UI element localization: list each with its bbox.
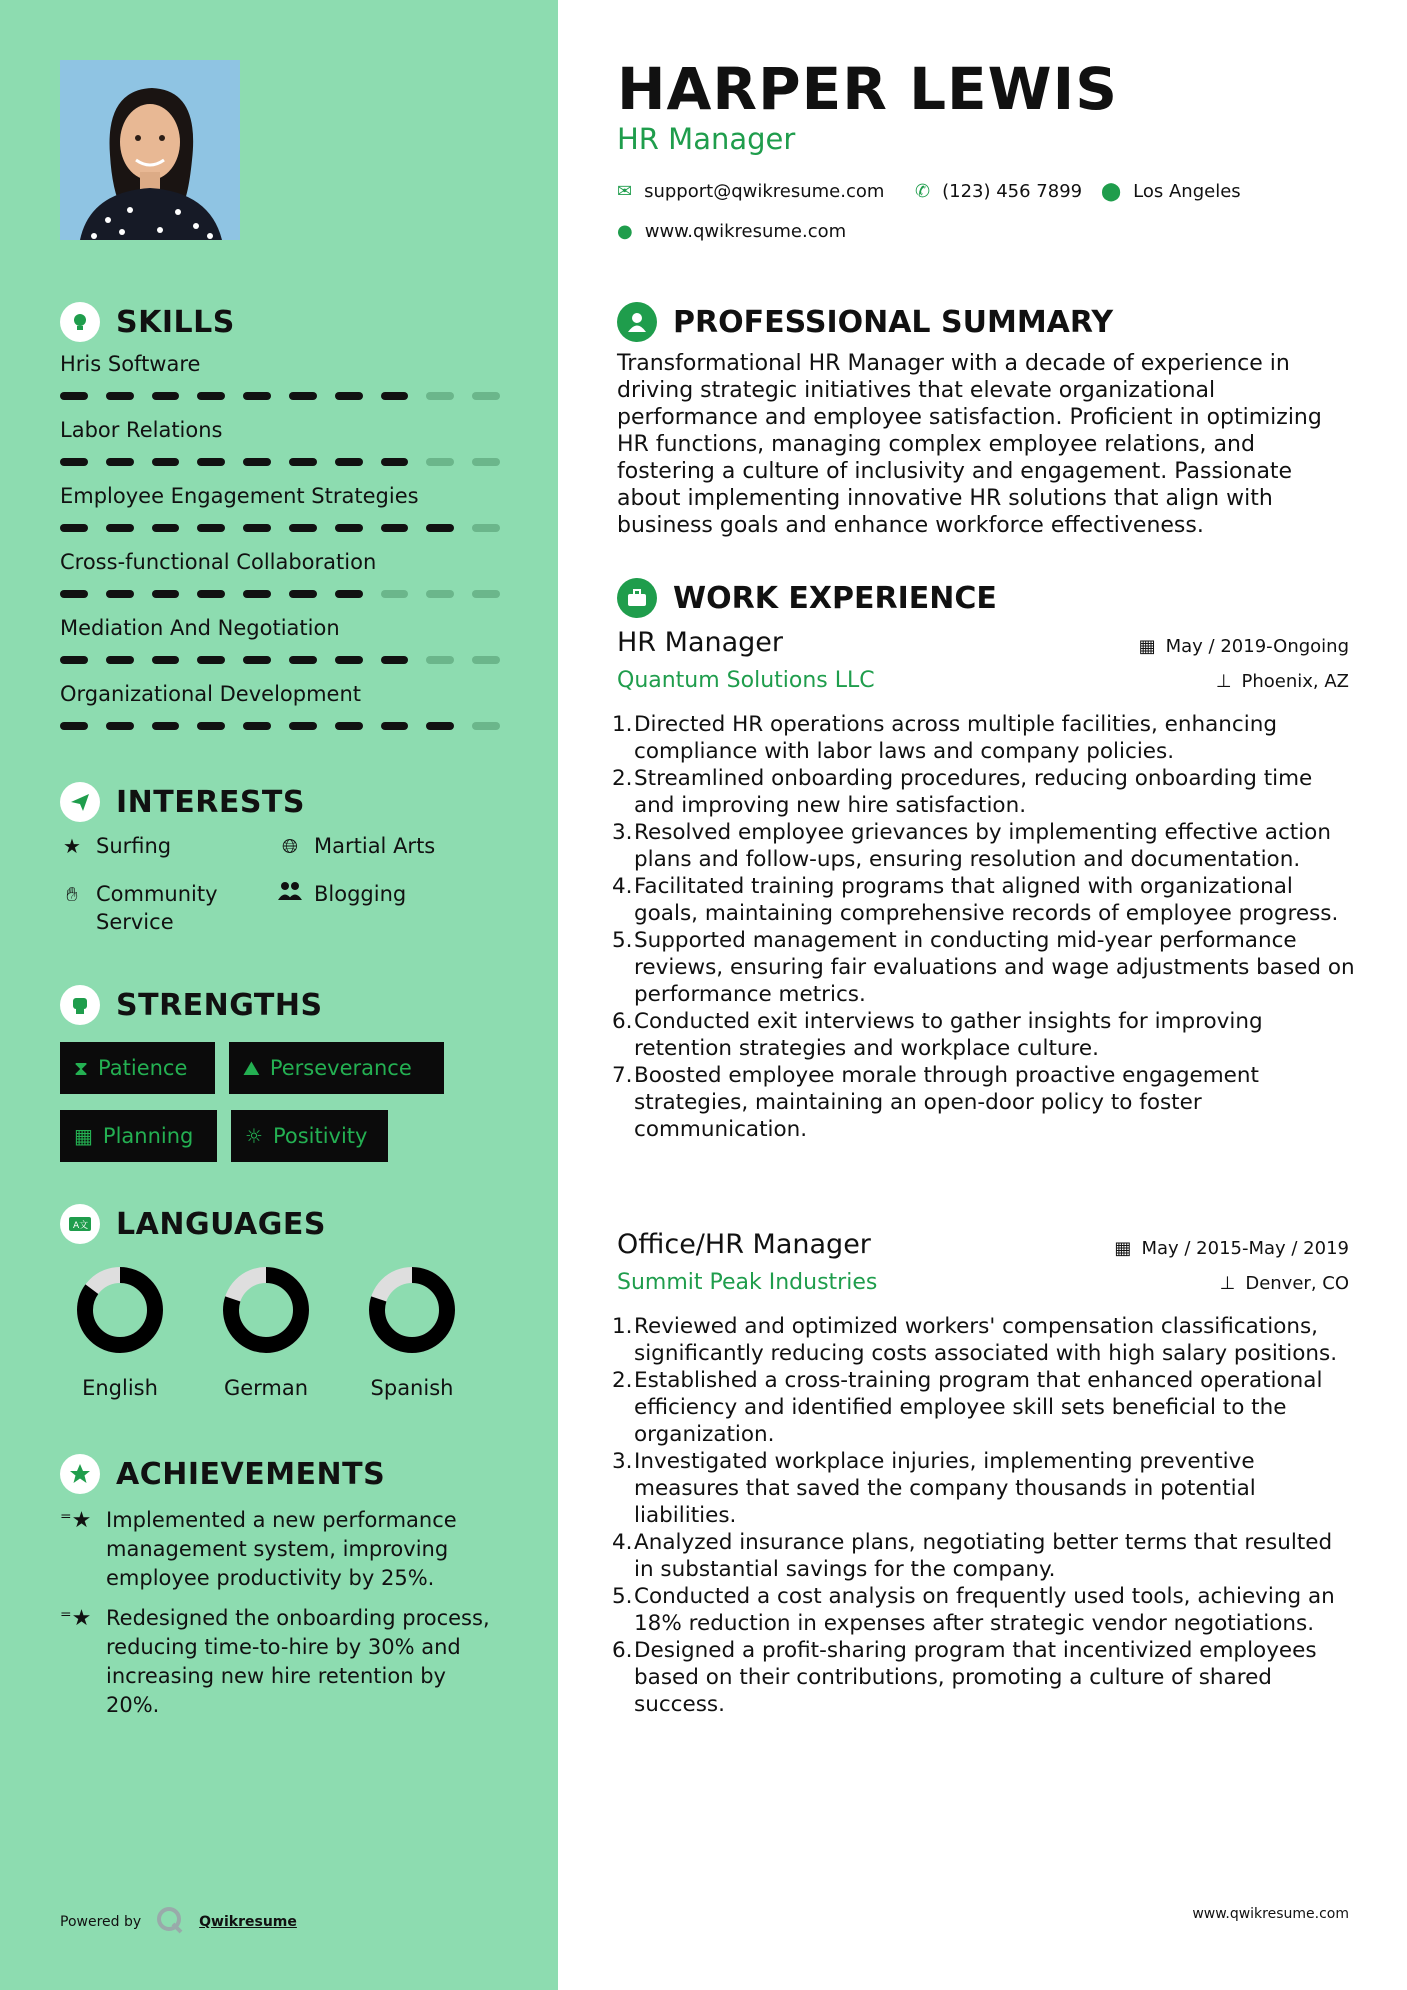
skill-segment	[472, 392, 500, 400]
shooting-star-icon: ⁼★	[60, 1606, 92, 1631]
skill-bar	[60, 590, 500, 602]
skill-segment	[426, 656, 454, 664]
skill-name: Hris Software	[60, 352, 201, 376]
interest-label: Community Service	[96, 882, 218, 934]
achievement-item	[60, 1506, 500, 1593]
interest-item	[60, 832, 260, 860]
job-point	[612, 1637, 1357, 1718]
contact-location	[1101, 181, 1241, 202]
experience-heading	[617, 578, 997, 618]
skill-segment	[197, 590, 225, 598]
interest-item	[278, 832, 508, 860]
skill-name: Labor Relations	[60, 418, 223, 442]
job-point-number: 3.	[612, 820, 633, 845]
skill-segment	[106, 392, 134, 400]
medal-star-icon	[60, 1454, 100, 1494]
powered-by-label: Powered by	[60, 1914, 142, 1930]
job-point-number: 1.	[612, 1314, 633, 1339]
sun-icon: ☼	[245, 1124, 263, 1148]
skill-segment	[335, 524, 363, 532]
skill-segment	[335, 656, 363, 664]
skill-segment	[106, 524, 134, 532]
calendar-icon: ▦	[1138, 636, 1156, 657]
job-title: HR Manager	[617, 627, 783, 658]
skill-segment	[335, 392, 363, 400]
star-icon: ★	[63, 834, 81, 858]
languages-heading	[60, 1204, 326, 1244]
job-location-text: Denver, CO	[1245, 1273, 1349, 1294]
skill-name: Employee Engagement Strategies	[60, 484, 419, 508]
skill-segment	[60, 392, 88, 400]
sidebar	[0, 0, 558, 1990]
achievement-text: Redesigned the onboarding process, reducing time-to-hire by 30% and increasing new hire retention by 20%.	[106, 1606, 490, 1717]
job-title: Office/HR Manager	[617, 1229, 871, 1260]
summary-heading	[617, 302, 1113, 342]
road-icon: ⛰︎	[243, 1056, 260, 1080]
skill-segment	[243, 458, 271, 466]
skill-segment	[335, 458, 363, 466]
job-point-text: Supported management in conducting mid-year performance reviews, ensuring fair evaluations and wage adjustments based on performance metrics.	[634, 928, 1355, 1007]
job-point	[612, 873, 1357, 927]
skill-segment	[243, 722, 271, 730]
achievements-title: ACHIEVEMENTS	[116, 1456, 386, 1492]
email-text: support@qwikresume.com	[644, 181, 885, 202]
skill-segment	[60, 656, 88, 664]
interest-label: Martial Arts	[314, 834, 436, 858]
job-point	[612, 927, 1357, 1008]
skill-segment	[106, 722, 134, 730]
language-name: Spanish	[370, 1376, 454, 1400]
strengths-title: STRENGTHS	[116, 987, 323, 1023]
job-point-text: Resolved employee grievances by implementing effective action plans and follow-ups, ensuring resolution and documentation.	[634, 820, 1331, 872]
skills-heading	[60, 302, 235, 342]
strength-tag	[229, 1042, 444, 1094]
strengths-heading	[60, 985, 323, 1025]
achievements-heading	[60, 1454, 385, 1494]
profile-photo	[60, 60, 240, 240]
interests-heading	[60, 782, 305, 822]
contact-email[interactable]	[617, 181, 884, 202]
donut-chart	[216, 1260, 316, 1360]
job-dates	[1139, 636, 1349, 657]
powered-by	[60, 1905, 297, 1939]
skills-title: SKILLS	[116, 304, 235, 340]
skill-segment	[197, 524, 225, 532]
achievement-item	[60, 1604, 500, 1720]
pin-icon: ⊥	[1219, 1273, 1236, 1294]
skill-segment	[472, 590, 500, 598]
job-point-text: Established a cross-training program that enhanced operational efficiency and identified employee skill sets beneficial to the organization.	[634, 1368, 1323, 1447]
skill-segment	[289, 656, 317, 664]
envelope-icon: ✉	[617, 181, 633, 202]
skill-segment	[335, 590, 363, 598]
job-point-number: 5.	[612, 928, 633, 953]
language-name: English	[82, 1376, 158, 1400]
job-company: Summit Peak Industries	[617, 1270, 878, 1295]
language-donut	[352, 1260, 472, 1364]
skill-segment	[426, 590, 454, 598]
job-point	[612, 1529, 1357, 1583]
languages-title: LANGUAGES	[116, 1206, 326, 1242]
job-point-number: 5.	[612, 1584, 633, 1609]
skill-segment	[381, 458, 409, 466]
skill-segment	[289, 524, 317, 532]
skill-segment	[152, 722, 180, 730]
strength-label: Perseverance	[269, 1056, 412, 1080]
calendar-icon: ▦	[74, 1124, 93, 1148]
job-point-text: Conducted a cost analysis on frequently used tools, achieving an 18% reduction in expenses after strategic vendor negotiations.	[634, 1584, 1335, 1636]
skill-bar	[60, 722, 500, 734]
skill-segment	[426, 392, 454, 400]
job-point-text: Analyzed insurance plans, negotiating better terms that resulted in substantial savings for the company.	[634, 1530, 1333, 1582]
skill-segment	[243, 392, 271, 400]
job-company: Quantum Solutions LLC	[617, 668, 875, 693]
donut-chart	[362, 1260, 462, 1360]
job-point-number: 7.	[612, 1063, 633, 1088]
skill-bar	[60, 524, 500, 536]
skill-name: Cross-functional Collaboration	[60, 550, 377, 574]
phone-text: (123) 456 7899	[942, 181, 1083, 202]
strength-tag	[231, 1110, 388, 1162]
job-point-text: Conducted exit interviews to gather insights for improving retention strategies and workplace culture.	[634, 1009, 1263, 1061]
skill-segment	[381, 524, 409, 532]
person-role: HR Manager	[617, 122, 796, 156]
language-icon	[60, 1204, 100, 1244]
job-point-text: Investigated workplace injuries, implementing preventive measures that saved the company thousands in potential liabilities.	[634, 1449, 1256, 1528]
skill-segment	[289, 458, 317, 466]
skill-segment	[152, 656, 180, 664]
job-points	[612, 1313, 1357, 1718]
skill-segment	[197, 656, 225, 664]
summary-text: Transformational HR Manager with a decade of experience in driving strategic initiatives that elevate organizational performance and employee satisfaction. Proficient in optimizing HR functions, managing complex employee relations, and fostering a culture of inclusivity and engagement. Passionate about implementing innovative HR solutions that align with business goals and enhance workforce effectiveness.	[617, 351, 1322, 538]
job-dates	[1114, 1238, 1349, 1259]
language-donut	[206, 1260, 326, 1364]
skill-segment	[381, 722, 409, 730]
skill-segment	[472, 458, 500, 466]
skill-segment	[289, 392, 317, 400]
skill-segment	[60, 722, 88, 730]
job-point	[612, 1583, 1357, 1637]
footer-url[interactable]: www.qwikresume.com	[1192, 1906, 1349, 1922]
interest-item	[278, 880, 508, 909]
strength-tag	[60, 1110, 217, 1162]
job-point-number: 1.	[612, 712, 633, 737]
skill-segment	[106, 656, 134, 664]
strength-label: Patience	[98, 1056, 188, 1080]
job-point-text: Boosted employee morale through proactive engagement strategies, maintaining an open-door policy to foster communication.	[634, 1063, 1259, 1142]
job-points	[612, 711, 1357, 1143]
skill-bar	[60, 656, 500, 668]
skill-segment	[289, 590, 317, 598]
skill-segment	[60, 590, 88, 598]
job-point-number: 6.	[612, 1009, 633, 1034]
skill-segment	[289, 722, 317, 730]
contact-phone[interactable]	[915, 181, 1082, 202]
job-point	[612, 1367, 1357, 1448]
interests-title: INTERESTS	[116, 784, 305, 820]
job-point-text: Facilitated training programs that aligned with organizational goals, maintaining comprehensive records of employee progress.	[634, 874, 1339, 926]
handshake-icon: ✋︎	[66, 882, 78, 906]
paper-plane-icon	[60, 782, 100, 822]
summary-title: PROFESSIONAL SUMMARY	[673, 304, 1114, 340]
job-point-number: 2.	[612, 1368, 633, 1393]
strength-label: Positivity	[272, 1124, 368, 1148]
job-dates-text: May / 2019-Ongoing	[1165, 636, 1349, 657]
fist-icon	[60, 985, 100, 1025]
skill-segment	[60, 524, 88, 532]
skill-segment	[426, 524, 454, 532]
skill-segment	[197, 458, 225, 466]
skill-name: Mediation And Negotiation	[60, 616, 340, 640]
skill-segment	[106, 590, 134, 598]
skill-segment	[381, 392, 409, 400]
skill-segment	[152, 458, 180, 466]
interest-label: Blogging	[314, 882, 407, 906]
skill-segment	[243, 590, 271, 598]
job-point	[612, 819, 1357, 873]
map-marker-icon: ⬤	[1101, 181, 1122, 202]
skill-bar	[60, 458, 500, 470]
interest-label: Surfing	[96, 834, 172, 858]
skill-segment	[335, 722, 363, 730]
pin-icon: ⊥	[1215, 671, 1232, 692]
skill-segment	[152, 524, 180, 532]
job-dates-text: May / 2015-May / 2019	[1141, 1238, 1349, 1259]
language-name: German	[223, 1376, 309, 1400]
job-point-text: Designed a profit-sharing program that incentivized employees based on their contributions, promoting a culture of shared success.	[634, 1638, 1317, 1717]
achievement-text: Implemented a new performance management system, improving employee productivity by 25%.	[106, 1508, 457, 1590]
globe-icon: 🌐︎	[282, 834, 298, 858]
job-point	[612, 1062, 1357, 1143]
skill-segment	[106, 458, 134, 466]
job-point	[612, 1008, 1357, 1062]
location-text: Los Angeles	[1133, 181, 1241, 202]
skill-segment	[152, 392, 180, 400]
job-location-text: Phoenix, AZ	[1241, 671, 1349, 692]
phone-icon: ✆	[915, 181, 931, 202]
strength-tag	[60, 1042, 215, 1094]
strength-label: Planning	[102, 1124, 194, 1148]
qwikresume-logo-icon	[155, 1905, 185, 1939]
donut-chart	[70, 1260, 170, 1360]
person-name: HARPER LEWIS	[617, 55, 1118, 123]
job-point-text: Directed HR operations across multiple facilities, enhancing compliance with labor laws and company policies.	[634, 712, 1278, 764]
calendar-icon: ▦	[1114, 1238, 1132, 1259]
brand-link[interactable]: Qwikresume	[199, 1914, 297, 1930]
job-point-text: Reviewed and optimized workers' compensation classifications, significantly reducing costs associated with high salary positions.	[634, 1314, 1338, 1366]
language-donut	[60, 1260, 180, 1364]
skill-segment	[472, 722, 500, 730]
interest-item	[60, 880, 260, 936]
job-point	[612, 1313, 1357, 1367]
skill-segment	[152, 590, 180, 598]
job-point	[612, 711, 1357, 765]
skill-segment	[472, 656, 500, 664]
job-point-number: 4.	[612, 874, 633, 899]
job-location	[1220, 1273, 1349, 1294]
skill-segment	[426, 458, 454, 466]
job-location	[1216, 671, 1349, 692]
hourglass-icon: ⧗	[74, 1056, 89, 1080]
svg-text:A文: A文	[73, 1221, 89, 1231]
skill-name: Organizational Development	[60, 682, 362, 706]
skill-segment	[426, 722, 454, 730]
skill-segment	[243, 656, 271, 664]
user-icon	[617, 302, 657, 342]
skill-segment	[381, 656, 409, 664]
job-point-text: Streamlined onboarding procedures, reducing onboarding time and improving new hire satisfaction.	[634, 766, 1313, 818]
skill-segment	[243, 524, 271, 532]
experience-title: WORK EXPERIENCE	[673, 580, 997, 616]
job-point-number: 2.	[612, 766, 633, 791]
briefcase-icon	[617, 578, 657, 618]
job-point-number: 4.	[612, 1530, 633, 1555]
globe-icon: ●	[617, 221, 633, 242]
skill-segment	[381, 590, 409, 598]
contact-website[interactable]	[617, 221, 846, 242]
skill-segment	[197, 392, 225, 400]
job-point	[612, 1448, 1357, 1529]
shooting-star-icon: ⁼★	[60, 1508, 92, 1533]
skill-bar	[60, 392, 500, 404]
skill-segment	[197, 722, 225, 730]
users-icon	[278, 880, 302, 909]
skill-segment	[472, 524, 500, 532]
skill-segment	[60, 458, 88, 466]
job-point-number: 6.	[612, 1638, 633, 1663]
job-point-number: 3.	[612, 1449, 633, 1474]
lightbulb-icon	[60, 302, 100, 342]
website-text: www.qwikresume.com	[644, 221, 847, 242]
job-point	[612, 765, 1357, 819]
